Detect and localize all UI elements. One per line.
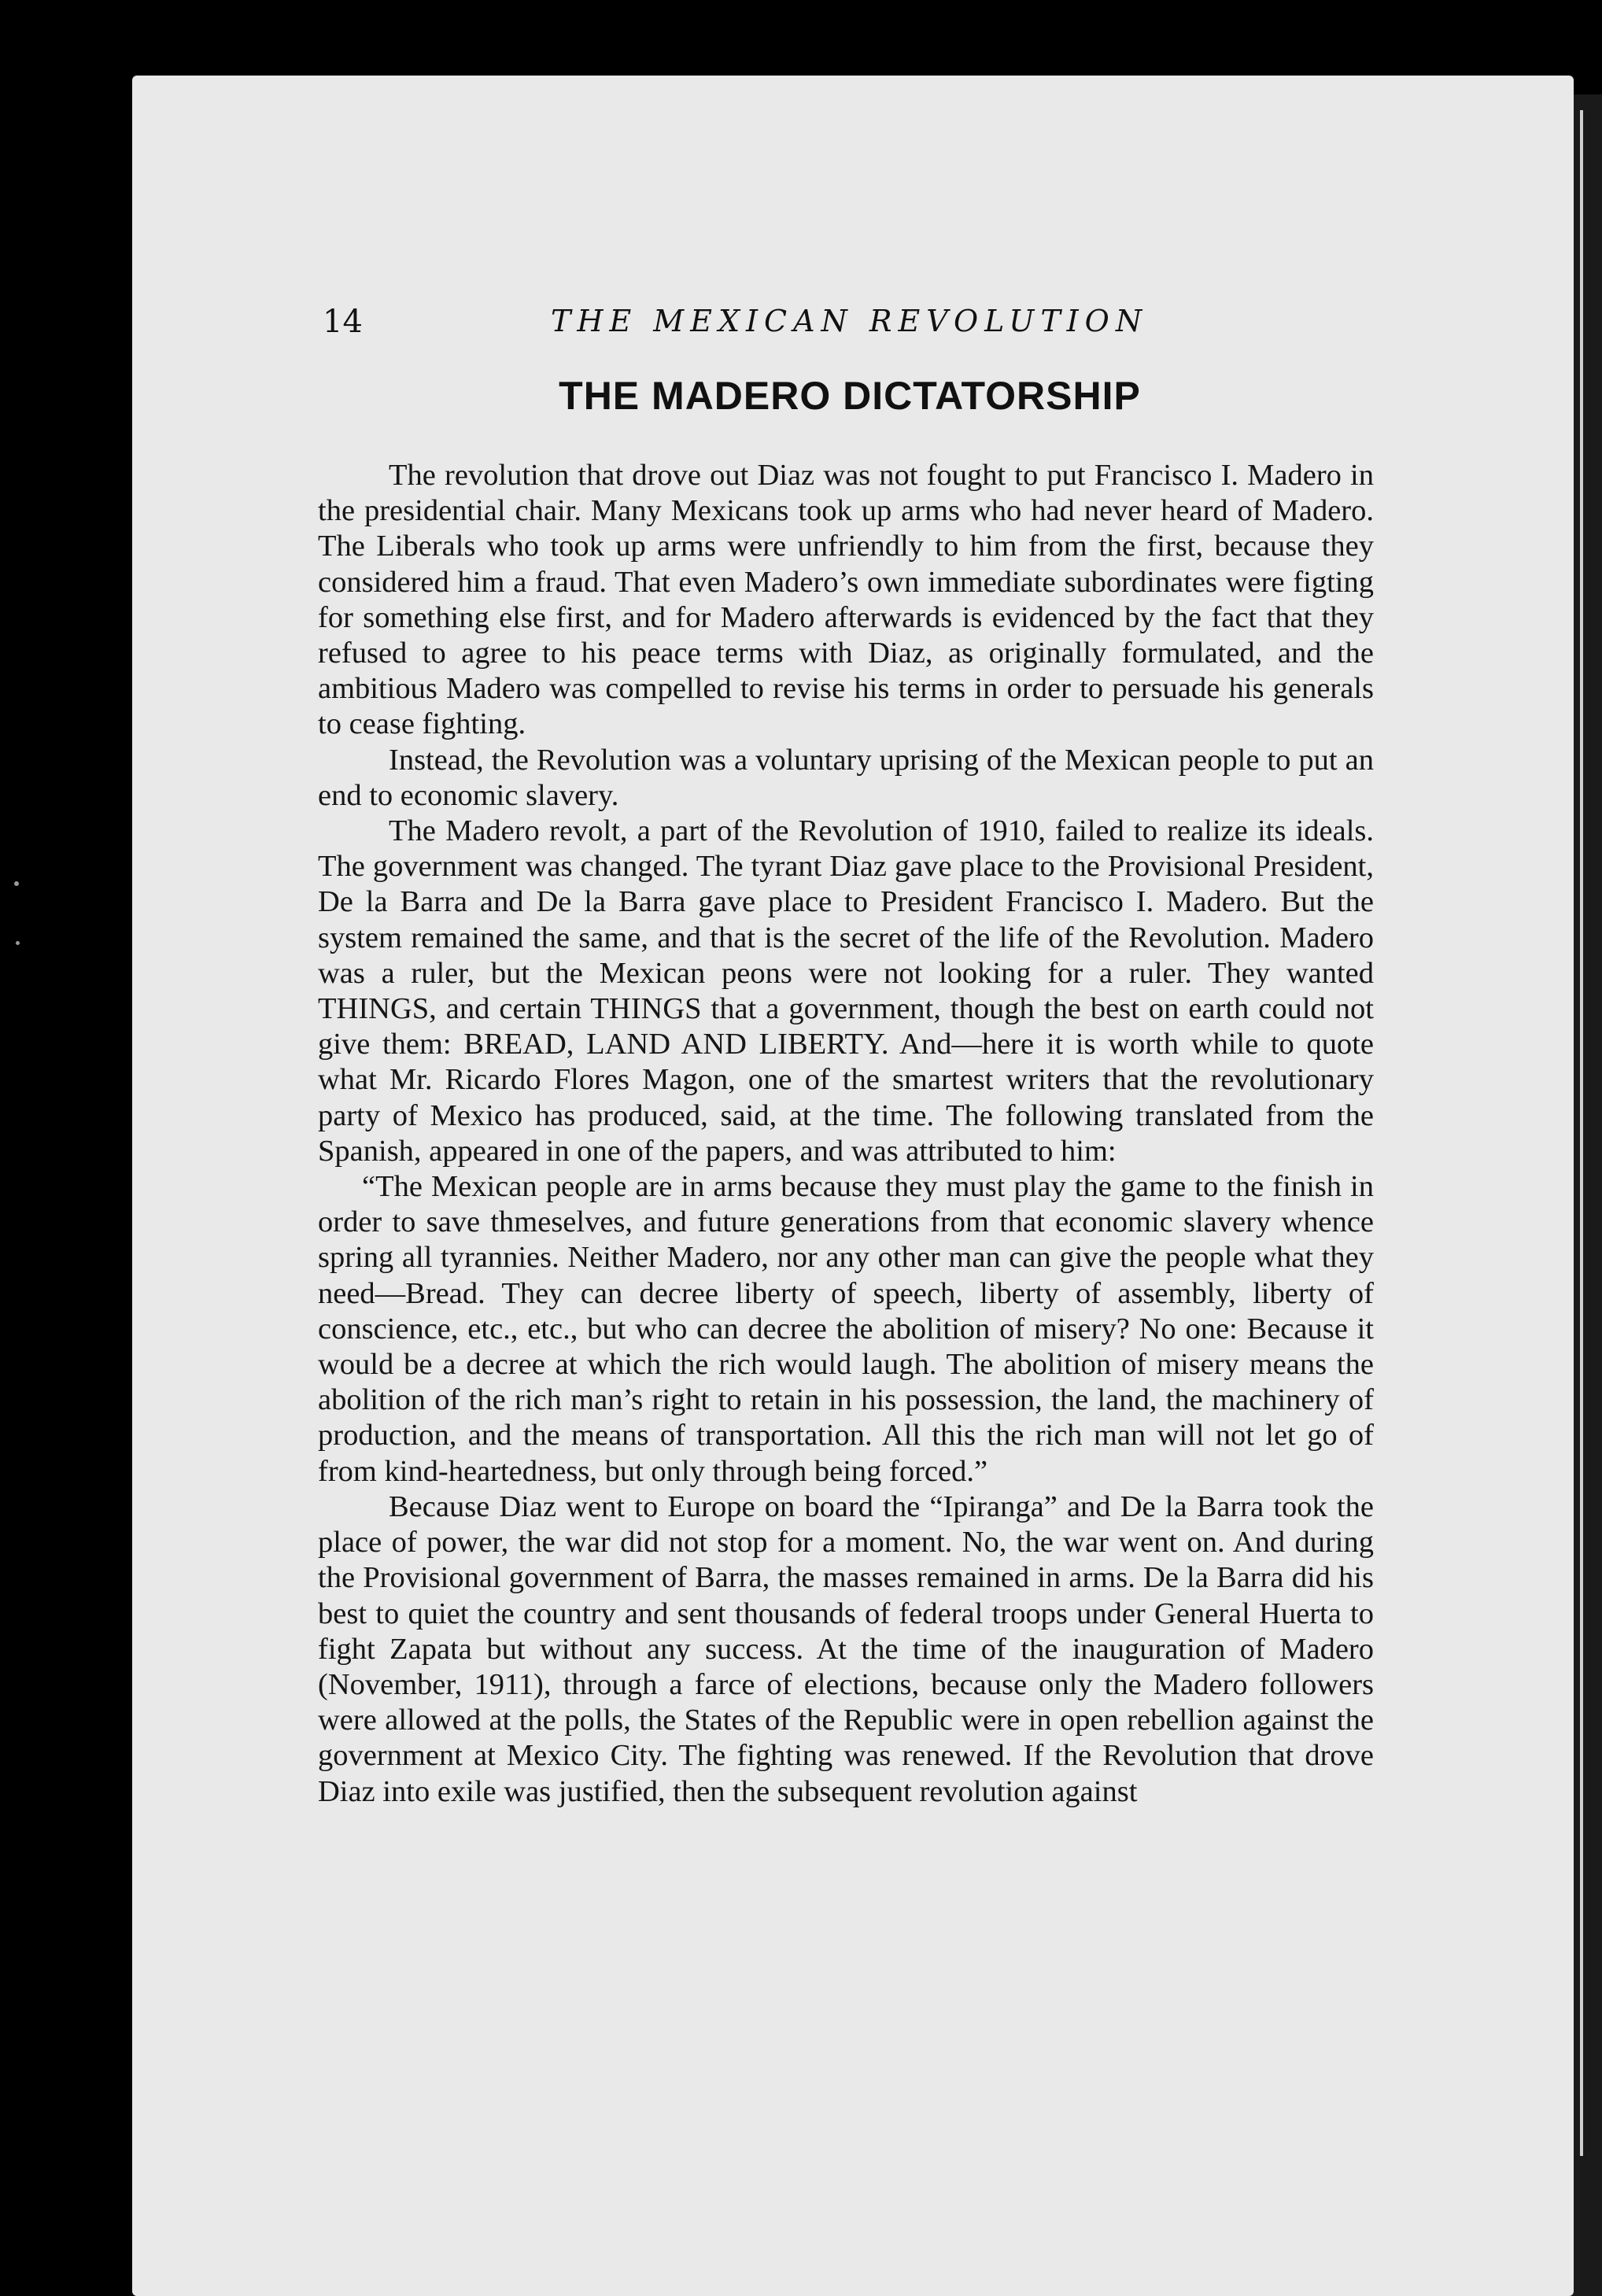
paragraph: The Madero revolt, a part of the Revolution of 1910, failed to realize its ideals. The government was changed. The tyrant Diaz gave place to the Provisional President, De la Barra and De la Barra gave place to President Francisco I. Madero. But the system remained the same, and that is the secret of the life of the Revolution. Madero was a ruler, but the Mexican peons were not looking for a ruler. They wanted THINGS, and certain THINGS that a government, though the best on earth could not give them: BREAD, LAND AND LIBERTY. And—here it is worth while to quote what Mr. Ricardo Flores Magon, one of the smartest writers that the revolutionary party of Mexico has produced, said, at the time. The following translated from the Spanish, appeared in one of the papers, and was attributed to him: bbox=[318, 814, 1374, 1168]
scan-speck bbox=[16, 941, 20, 945]
body-text bbox=[318, 458, 1374, 1810]
paragraph: Instead, the Revolution was a voluntary uprising of the Mexican people to put an end to economic slavery. bbox=[318, 743, 1374, 812]
adjacent-page-rule bbox=[1580, 110, 1583, 2156]
quoted-paragraph: “The Mexican people are in arms because they must play the game to the finish in order to save thmeselves, and future generations from that economic slavery whence spring all tyrannies. Neither Madero, nor any other man can give the people what they need—Bread. They can decree liberty of speech, liberty of assembly, liberty of conscience, etc., etc., but who can decree the abolition of misery? No one: Because it would be a decree at which the rich would laugh. The abolition of misery means the abolition of the rich man’s right to retain in his possession, the land, the machinery of production, and the means of transportation. All this the rich man will not let go of from kind-heartedness, but only through being forced.” bbox=[318, 1170, 1374, 1488]
scan-speck bbox=[14, 881, 19, 886]
paragraph: The revolution that drove out Diaz was not fought to put Francisco I. Madero in the presidential chair. Many Mexicans took up arms who had never heard of Madero. The Liberals who took up arms were unfriendly to him from the first, because they considered him a fraud. That even Madero’s own immediate subordinates were figting for something else first, and for Madero afterwards is evidenced by the fact that they refused to agree to his peace terms with Diaz, as originally formulated, and the ambitious Madero was compelled to revise his terms in order to persuade his generals to cease fighting. bbox=[318, 459, 1374, 741]
chapter-title: THE MADERO DICTATORSHIP bbox=[559, 374, 1141, 418]
page-header bbox=[323, 304, 1377, 351]
page-number: 14 bbox=[323, 304, 363, 340]
running-title: THE MEXICAN REVOLUTION bbox=[551, 304, 1149, 338]
paragraph: Because Diaz went to Europe on board the “Ipiranga” and De la Barra took the place of power, the war did not stop for a moment. No, the war went on. And during the Provisional government of Barra, the masses remained in arms. De la Barra did his best to quiet the country and sent thousands of federal troops under General Huerta to fight Zapata but without any success. At the time of the inauguration of Madero (November, 1911), through a farce of elections, because only the Madero followers were allowed at the polls, the States of the Republic were in open rebellion against the government at Mexico City. The fighting was renewed. If the Revolution that drove Diaz into exile was justified, then the subsequent revolution against bbox=[318, 1489, 1374, 1808]
